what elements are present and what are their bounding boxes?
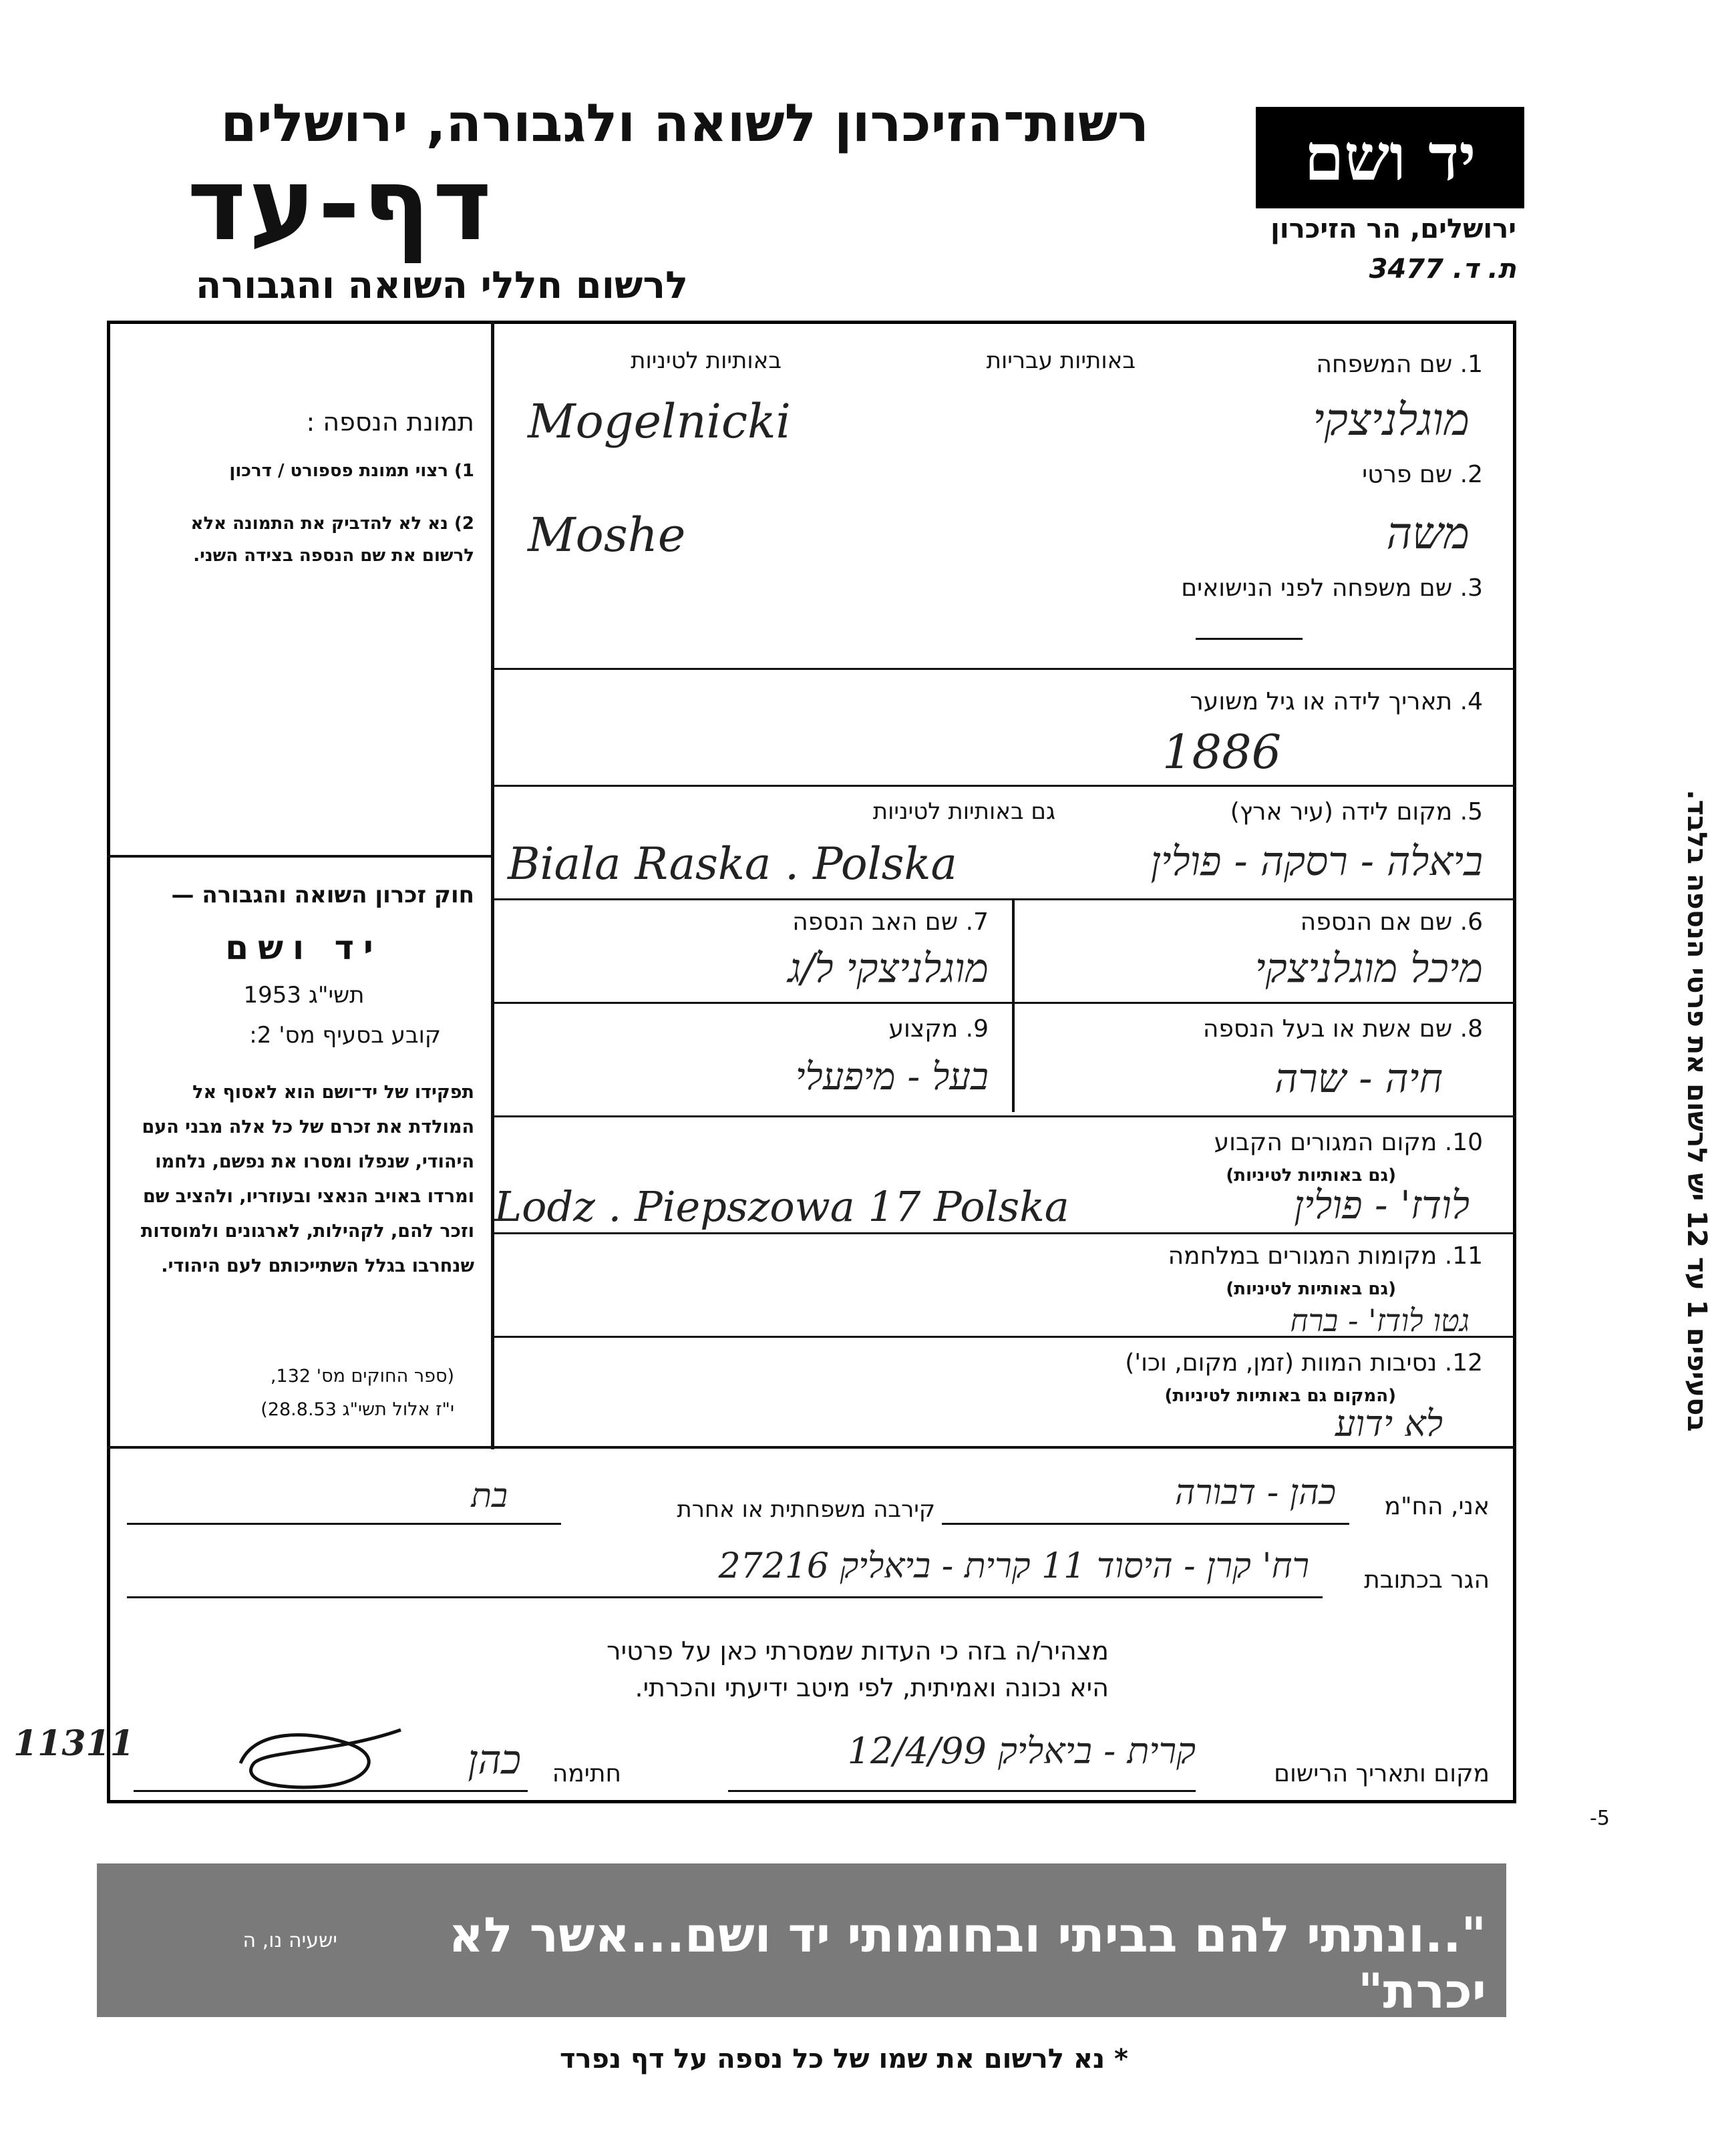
authority-title: רשות־הזיכרון לשואה ולגבורה, ירושלים: [220, 94, 1149, 154]
field-5-label: 5. מקום לידה (עיר ארץ): [1230, 798, 1483, 826]
field-7-label: 7. שם האב הנספה: [792, 908, 989, 936]
vertical-6-7: [1012, 898, 1015, 1112]
field-11-sub: (גם באותיות לטיניות): [1226, 1279, 1396, 1299]
photo-column-divider: [491, 321, 494, 1449]
yad-vashem-logo: [1256, 107, 1524, 208]
field-5-hebrew-value[interactable]: ביאלה - רסקה - פולין: [1150, 838, 1483, 885]
field-8-label: 8. שם אשת או בעל הנספה: [1202, 1015, 1483, 1043]
margin-number: 11311: [13, 1723, 134, 1764]
relation-value[interactable]: בת: [471, 1476, 508, 1515]
sep-8: [494, 1115, 1516, 1117]
declarant-label: אני, הח"מ: [1384, 1493, 1490, 1520]
photo-law-divider: [107, 855, 494, 858]
declarant-value[interactable]: כהן - דבורה: [1175, 1473, 1336, 1513]
field-12-label: 12. נסיבות המוות (זמן, מקום, וכו'): [1125, 1349, 1483, 1377]
field-9-value[interactable]: בעל - מיפעלי: [795, 1055, 989, 1099]
field-9-label: 9. מקצוע: [888, 1015, 989, 1043]
sep-11: [494, 1232, 1516, 1234]
sep-6: [494, 1002, 1516, 1004]
page-mark: -5: [1590, 1807, 1610, 1830]
field-1-label: 1. שם המשפחה: [1316, 351, 1483, 378]
field-1-latin-value[interactable]: Mogelnicki: [528, 394, 791, 449]
signature-scribble: [200, 1717, 414, 1810]
field-6-label: 6. שם אם הנספה: [1300, 908, 1483, 936]
form-subtitle: לרשום חללי השואה והגבורה: [195, 264, 688, 307]
signature-label: חתימה: [552, 1760, 621, 1787]
address-value[interactable]: רח' קרן - היסוד 11 קרית - ביאליק 27216: [718, 1546, 1309, 1586]
place-date-label: מקום ותאריך הרישום: [1274, 1760, 1490, 1787]
field-4-label: 4. תאריך לידה או גיל משוער: [1190, 688, 1483, 715]
law-text: תפקידו של יד־ושם הוא לאסוף אל המולדת את זכרם של כל אלה מבני העם היהודי, שנפלו ומסרו את נפשם, נלחמו ומרדו באויב הנאצי ובעוזריו, ולהציב שם וזכר להם, לקהילות, לארגונים ולמוסדות שנחרבו בגלל השתייכותם לעם היהודי.: [140, 1082, 474, 1276]
column-latin-label: באותיות לטיניות: [631, 347, 782, 374]
field-4-value[interactable]: 1886: [1162, 725, 1282, 779]
statement-line-1: מצהיר/ה בזה כי העדות שמסרתי כאן על פרטיר: [607, 1636, 1109, 1666]
field-7-value[interactable]: מוגלניצקי ל/ג: [788, 945, 989, 992]
field-5-also-latin: גם באותיות לטיניות: [872, 798, 1055, 825]
declaration-divider: [107, 1446, 1516, 1449]
field-5-latin-value[interactable]: Biala Raska . Polska: [508, 838, 957, 890]
field-11-label: 11. מקומות המגורים במלחמה: [1168, 1242, 1483, 1270]
photo-item-1: 1) רצוי תמונת פספורט / דרכון: [229, 461, 474, 481]
footer-note: * נא לרשום את שמו של כל נספה על דף נפרד: [560, 2044, 1128, 2075]
field-1-hebrew-value[interactable]: מוגלניצקי: [1313, 394, 1470, 445]
pobox-line: ת. ד. 3477: [1369, 254, 1516, 285]
side-instruction: בסעיפים 1 עד 12 יש לרשום את פרטי הנספה בלבד.: [1681, 789, 1712, 1432]
law-name: יד ושם: [225, 928, 383, 967]
form-title: דף-עד: [187, 147, 494, 263]
address-line: [127, 1596, 1323, 1598]
logo-text: יד ושם: [1304, 120, 1476, 195]
law-year: תשי"ג 1953: [243, 982, 365, 1009]
declarant-line: [942, 1523, 1349, 1525]
law-source-1: (ספר החוקים מס' 132,: [270, 1366, 454, 1387]
field-2-latin-value[interactable]: Moshe: [528, 508, 686, 562]
field-10-label: 10. מקום המגורים הקבוע: [1214, 1129, 1483, 1156]
law-clause: קובע בסעיף מס' 2:: [249, 1022, 441, 1049]
field-8-value[interactable]: חיה - שרה: [1274, 1055, 1443, 1102]
law-heading: חוק זכרון השואה והגבורה —: [171, 882, 474, 908]
signature-value[interactable]: כהן: [468, 1737, 521, 1783]
relation-label: קירבה משפחתית או אחרת: [677, 1496, 935, 1523]
field-2-label: 2. שם פרטי: [1362, 461, 1483, 488]
field-10-sub: (גם באותיות לטיניות): [1226, 1165, 1396, 1186]
sep-5: [494, 898, 1516, 900]
field-12-value[interactable]: לא ידוע: [1335, 1403, 1443, 1445]
photo-heading: תמונת הנספה :: [306, 407, 474, 437]
field-3-blank: [1196, 638, 1303, 640]
place-date-value[interactable]: קרית - ביאליק 12/4/99: [847, 1730, 1196, 1772]
photo-item-2: 2) נא לא להדביק את התמונה אלא לרשום את שם הנספה בצידה השני.: [190, 514, 474, 566]
field-11-value[interactable]: גטו לודז' - ברח: [1290, 1302, 1470, 1338]
law-source-2: י"ז אלול תשי"ג 28.8.53): [261, 1399, 454, 1420]
relation-line: [127, 1523, 561, 1525]
field-6-value[interactable]: מיכל מוגלניצקי: [1254, 945, 1483, 992]
sep-3: [494, 668, 1516, 670]
place-date-line: [728, 1790, 1196, 1792]
field-2-hebrew-value[interactable]: משה: [1386, 508, 1470, 559]
statement-line-2: היא נכונה ואמיתית, לפי מיטב ידיעתי והכרתי.: [635, 1673, 1109, 1702]
field-10-latin-value[interactable]: Lodz . Piepszowa 17 Polska: [494, 1182, 1069, 1231]
address-line: ירושלים, הר הזיכרון: [1270, 214, 1516, 244]
field-12-sub: (המקום גם באותיות לטיניות): [1164, 1386, 1396, 1406]
sep-4: [494, 785, 1516, 787]
quote-banner: [97, 1863, 1506, 2017]
banner-source: ישעיה נו, ה: [242, 1929, 337, 1952]
column-hebrew-label: באותיות עבריות: [986, 347, 1136, 374]
banner-quote: "..ונתתי להם בביתי ובחומותי יד ושם...אשר לא יכרת": [448, 1907, 1486, 2019]
field-3-label: 3. שם משפחה לפני הנישואים: [1181, 574, 1483, 602]
field-10-hebrew-value[interactable]: לודז' - פולין: [1294, 1182, 1470, 1228]
address-label: הגר בכתובת: [1364, 1566, 1490, 1594]
